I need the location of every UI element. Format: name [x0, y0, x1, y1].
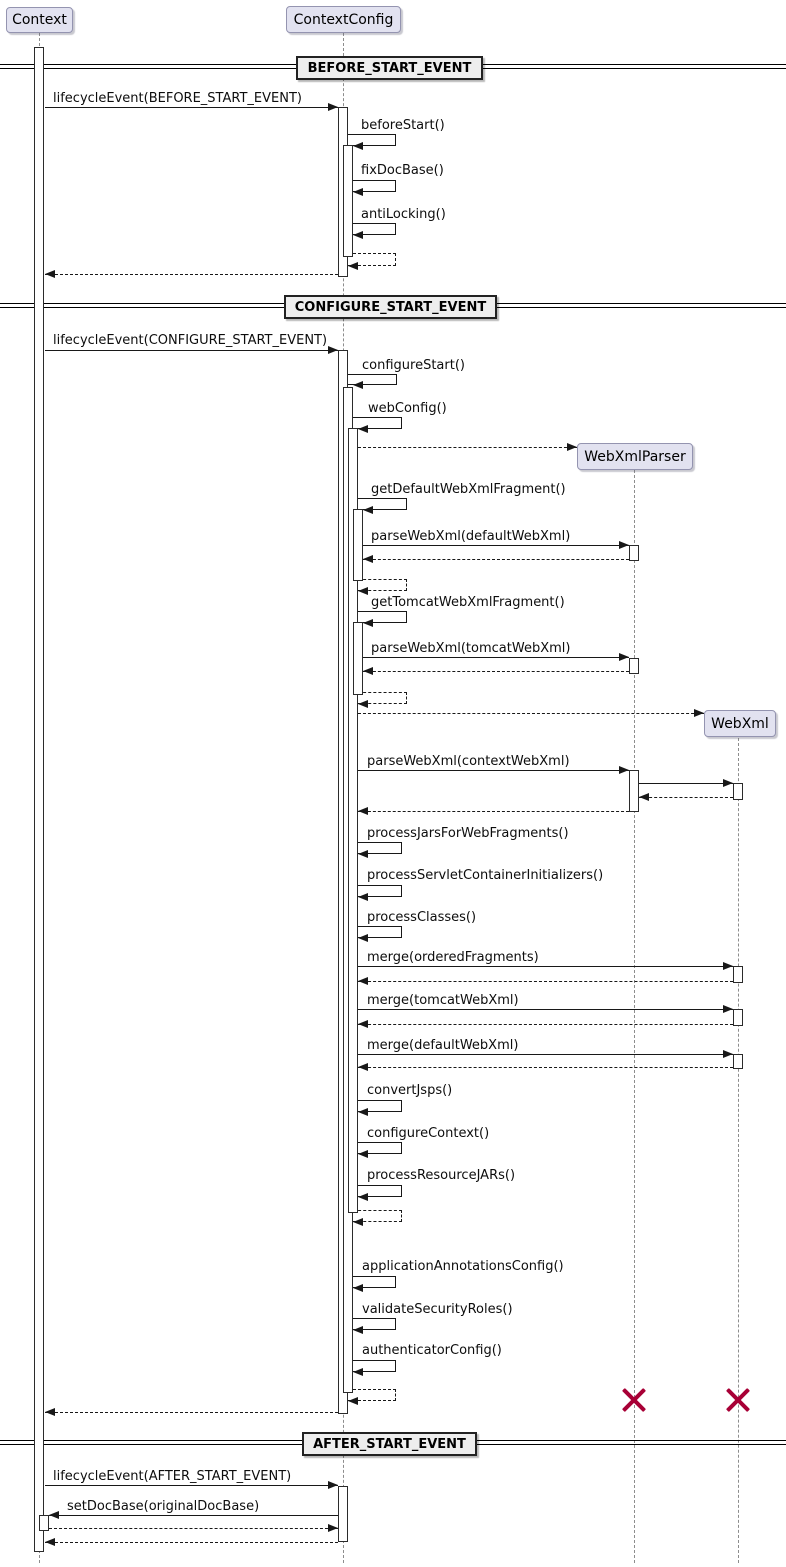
return-line: [358, 1024, 733, 1025]
divider-configure-start-event: [284, 295, 497, 319]
return-line: [363, 671, 629, 672]
activation-bar-webxml: [733, 966, 743, 983]
arrow-head: [567, 443, 577, 451]
arrow-head: [723, 779, 733, 787]
arrow-head: [358, 700, 368, 708]
participant-contextconfig: [286, 6, 401, 33]
message-label: parseWebXml(defaultWebXml): [371, 529, 571, 544]
arrow-head: [353, 1284, 363, 1292]
arrow-head: [348, 1397, 358, 1405]
message-label: merge(defaultWebXml): [367, 1038, 519, 1053]
activation-bar-webxml: [733, 783, 743, 800]
msg-line: [45, 107, 338, 108]
activation-bar-fragment: [353, 509, 363, 581]
arrow-head: [723, 1050, 733, 1058]
message-label: lifecycleEvent(AFTER_START_EVENT): [53, 1469, 292, 1484]
message-label: merge(orderedFragments): [367, 950, 539, 965]
create-line: [358, 713, 704, 714]
arrow-head: [358, 850, 368, 858]
message-label: parseWebXml(tomcatWebXml): [371, 641, 571, 656]
arrow-head: [45, 1408, 55, 1416]
activation-bar-context-nested: [39, 1515, 49, 1531]
arrow-head: [353, 1368, 363, 1376]
return-line: [358, 811, 629, 812]
arrow-head: [328, 1524, 338, 1532]
msg-line: [639, 783, 733, 784]
destroy-x-icon: [726, 1388, 750, 1412]
divider-label: AFTER_START_EVENT: [313, 1436, 466, 1452]
message-label: getTomcatWebXmlFragment(): [371, 595, 565, 610]
arrow-head: [363, 667, 373, 675]
arrow-head: [363, 555, 373, 563]
participant-label: WebXmlParser: [584, 448, 686, 465]
divider-before-start-event: [296, 56, 483, 80]
msg-line: [358, 1009, 733, 1010]
arrow-head: [358, 1193, 368, 1201]
message-label: applicationAnnotationsConfig(): [362, 1259, 564, 1274]
msg-line: [363, 657, 629, 658]
arrow-head: [328, 103, 338, 111]
participant-context: [6, 7, 73, 33]
arrow-head: [353, 1218, 363, 1226]
activation-bar-fragment: [353, 622, 363, 695]
message-label: configureStart(): [362, 358, 465, 373]
destroy-x-icon: [622, 1388, 646, 1412]
arrow-head: [694, 709, 704, 717]
return-line: [49, 1528, 338, 1529]
arrow-head: [358, 1020, 368, 1028]
msg-line: [45, 350, 338, 351]
arrow-head: [353, 381, 363, 389]
msg-line: [358, 770, 629, 771]
message-label: configureContext(): [367, 1126, 490, 1141]
message-label: processResourceJARs(): [367, 1168, 516, 1183]
participant-webxmlparser: [577, 443, 693, 470]
msg-line: [358, 966, 733, 967]
message-label: merge(tomcatWebXml): [367, 993, 519, 1008]
participant-label: WebXml: [711, 715, 769, 732]
arrow-head: [358, 1063, 368, 1071]
arrow-head: [619, 766, 629, 774]
msg-line: [358, 1054, 733, 1055]
return-line: [45, 274, 338, 275]
arrow-head: [328, 346, 338, 354]
message-label: lifecycleEvent(CONFIGURE_START_EVENT): [53, 333, 328, 348]
return-line: [45, 1542, 338, 1543]
message-label: parseWebXml(contextWebXml): [367, 754, 570, 769]
arrow-head: [363, 506, 373, 514]
message-label: webConfig(): [368, 401, 447, 416]
arrow-head: [353, 1326, 363, 1334]
arrow-head: [358, 893, 368, 901]
msg-line: [363, 545, 629, 546]
create-line: [358, 447, 577, 448]
arrow-head: [619, 653, 629, 661]
arrow-head: [353, 142, 363, 150]
message-label: fixDocBase(): [361, 163, 444, 178]
return-line: [358, 1067, 733, 1068]
arrow-head: [353, 188, 363, 196]
return-line: [45, 1412, 338, 1413]
activation-bar-webxmlparser: [629, 770, 639, 812]
arrow-head: [45, 270, 55, 278]
return-line: [639, 797, 733, 798]
message-label: antiLocking(): [361, 207, 446, 222]
msg-line: [45, 1485, 338, 1486]
participant-label: ContextConfig: [293, 11, 394, 28]
participant-webxml: [704, 710, 776, 737]
divider-label: BEFORE_START_EVENT: [307, 60, 472, 76]
arrow-head: [49, 1511, 59, 1519]
activation-bar-webxmlparser: [629, 658, 639, 674]
activation-bar-context: [34, 47, 44, 1552]
activation-bar-webxml: [733, 1009, 743, 1026]
divider-label: CONFIGURE_START_EVENT: [294, 299, 487, 315]
activation-bar-contextconfig: [338, 1486, 348, 1542]
arrow-head: [619, 541, 629, 549]
arrow-head: [358, 1108, 368, 1116]
arrow-head: [723, 1005, 733, 1013]
arrow-head: [358, 587, 368, 595]
activation-bar-webxml: [733, 1054, 743, 1069]
arrow-head: [723, 962, 733, 970]
message-label: getDefaultWebXmlFragment(): [371, 482, 566, 497]
message-label: convertJsps(): [367, 1083, 453, 1098]
arrow-head: [353, 231, 363, 239]
activation-bar-webxmlparser: [629, 545, 639, 561]
arrow-head: [639, 793, 649, 801]
message-label: setDocBase(originalDocBase): [67, 1499, 260, 1514]
participant-label: Context: [12, 12, 67, 28]
message-label: beforeStart(): [361, 118, 445, 133]
message-label: processJarsForWebFragments(): [367, 826, 569, 841]
arrow-head: [363, 619, 373, 627]
return-line: [363, 559, 629, 560]
arrow-head: [358, 1150, 368, 1158]
arrow-head: [328, 1481, 338, 1489]
message-label: authenticatorConfig(): [362, 1343, 502, 1358]
arrow-head: [358, 425, 368, 433]
arrow-head: [358, 934, 368, 942]
message-label: lifecycleEvent(BEFORE_START_EVENT): [53, 91, 302, 106]
activation-bar-contextconfig-nested: [343, 145, 353, 257]
message-label: processServletContainerInitializers(): [367, 868, 604, 883]
arrow-head: [45, 1538, 55, 1546]
arrow-head: [358, 807, 368, 815]
arrow-head: [348, 262, 358, 270]
message-label: processClasses(): [367, 910, 477, 925]
return-line: [358, 981, 733, 982]
message-label: validateSecurityRoles(): [362, 1302, 513, 1317]
divider-after-start-event: [302, 1432, 477, 1456]
arrow-head: [358, 977, 368, 985]
msg-line: [49, 1515, 338, 1516]
